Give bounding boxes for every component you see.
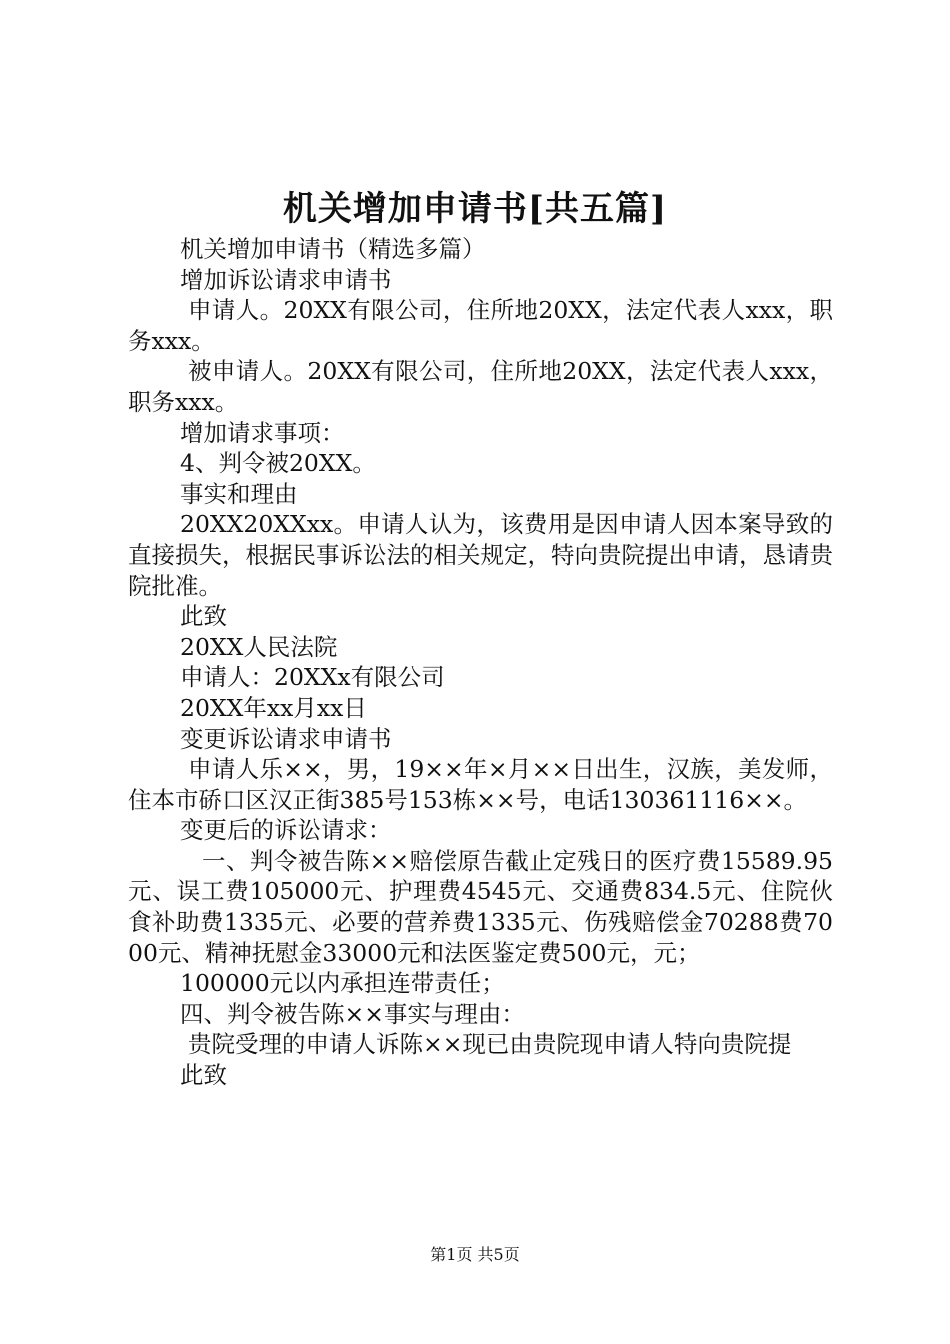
paragraph-heading-add-request: 增加诉讼请求申请书 xyxy=(180,265,392,294)
paragraph-facts: 20XX20XXxx。申请人认为，该费用是因申请人因本案导致的直接损失，根据民事诉讼法的相关规定，特向贵院提出申请，恳请贵院批准。 xyxy=(128,510,833,600)
paragraph-salutation-closing: 此致 xyxy=(180,1061,227,1090)
page-number-footer: 第1页 共5页 xyxy=(430,1245,520,1264)
paragraph-applicant-details: 申请人乐××，男，19××年×月××日出生，汉族，美发师，住本市硚口区汉正街385号153栋××号，电话130361116××。 xyxy=(128,755,833,814)
paragraph-court-accepted: 贵院受理的申请人诉陈××现已由贵院现申请人特向贵院提 xyxy=(188,1030,792,1059)
paragraph-salutation: 此致 xyxy=(180,602,227,631)
paragraph-request-items-heading: 增加请求事项： xyxy=(180,418,345,447)
paragraph-joint-liability: 100000元以内承担连带责任； xyxy=(180,969,505,998)
paragraph-court: 20XX人民法院 xyxy=(180,632,338,661)
document-body xyxy=(128,234,833,1091)
paragraph-facts-heading: 事实和理由 xyxy=(180,479,298,508)
paragraph-subtitle: 机关增加申请书（精选多篇） xyxy=(180,235,486,263)
paragraph-respondent: 被申请人。20XX有限公司，住所地20XX，法定代表人xxx，职务xxx。 xyxy=(128,357,833,416)
paragraph-claim-one: 一、判令被告陈××赔偿原告截止定残日的医疗费15589.95元、误工费105000元、护理费4545元、交通费834.5元、住院伙食补助费1335元、必要的营养费1335元、伤残赔偿金70288费7000元、精神抚慰金33000元和法医鉴定费500元，元； xyxy=(128,846,833,967)
paragraph-date: 20XX年xx月xx日 xyxy=(180,693,367,722)
paragraph-claim-four: 四、判令被告陈××事实与理由： xyxy=(180,999,525,1028)
paragraph-request-item: 4、判令被20XX。 xyxy=(180,449,376,478)
document-title: 机关增加申请书[共五篇] xyxy=(282,189,668,229)
paragraph-signature: 申请人：20XXx有限公司 xyxy=(180,663,445,692)
paragraph-applicant: 申请人。20XX有限公司，住所地20XX，法定代表人xxx，职务xxx。 xyxy=(128,296,833,355)
paragraph-changed-claims-heading: 变更后的诉讼请求： xyxy=(180,816,392,845)
paragraph-heading-change-request: 变更诉讼请求申请书 xyxy=(180,724,392,753)
